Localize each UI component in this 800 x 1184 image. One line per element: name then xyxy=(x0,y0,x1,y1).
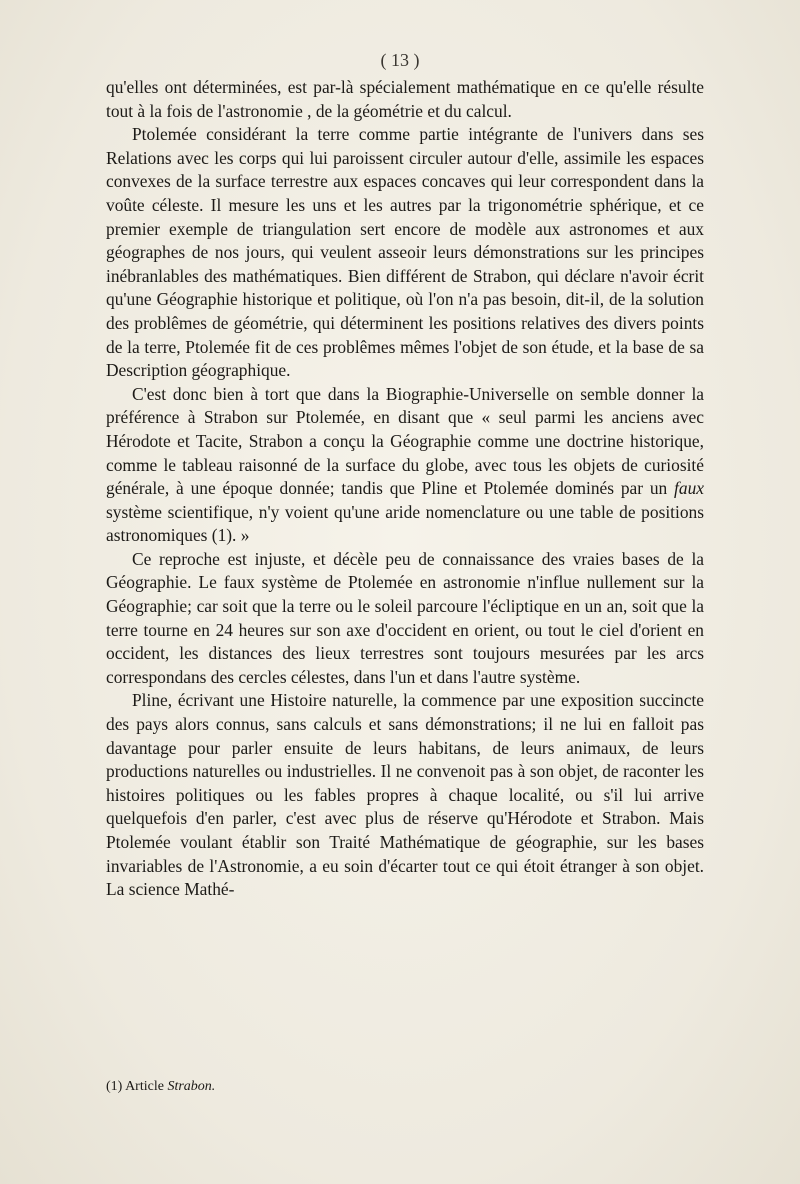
paragraph: Ce reproche est injuste, et décèle peu de connaissance des vraies bases de la Géographie. Le faux système de Ptolemée en astronomie n'influe nullement sur la Géographie; car soit que la terre ou le soleil parcoure l'écliptique en un an, soit que la terre tourne en 24 heures sur son axe d'occident en orient, ou tout le ciel d'orient en occident, les distances des lieux terrestres sont toujours mesurées par les arcs correspondans des cercles célestes, dans l'un et dans l'autre système. xyxy=(106,548,704,687)
footnote xyxy=(106,1078,704,1096)
paragraph-text: C'est donc bien à tort que dans la Biographie-Universelle on semble donner la préférence à Strabon sur Ptolemée, en disant que « seul parmi les anciens avec Hérodote et Tacite, Strabon a conçu la Géographie comme une doctrine historique, comme le tableau raisonné de la surface du globe, avec tous les objets de curiosité générale, à une époque donnée; tandis que Pline et Ptolemée dominés par un xyxy=(106,383,704,499)
paragraph-text: système scientifique, n'y voient qu'une aride nomenclature ou une table de positions astronomiques (1). » xyxy=(106,501,704,546)
paragraph: qu'elles ont déterminées, est par-là spécialement mathématique en ce qu'elle résulte tout à la fois de l'astronomie , de la géométrie et du calcul. xyxy=(106,77,704,121)
footnote-work: Strabon. xyxy=(167,1079,216,1094)
italic-word: faux xyxy=(674,478,704,499)
paragraph: Ptolemée considérant la terre comme partie intégrante de l'univers dans ses Relations avec les corps qui lui paroissent circuler autour d'elle, assimile les espaces convexes de la surface terrestre aux espaces concaves qui leur correspondent dans la voûte céleste. Il mesure les uns et les autres par la trigonométrie sphérique, et ce premier exemple de triangulation sert encore de modèle aux astronomes et aux géographes de nos jours, qui veulent asseoir leurs démonstrations sur les principes inébranlables des mathématiques. Bien différent de Strabon, qui déclare n'avoir écrit qu'une Géographie historique et politique, où l'on n'a pas besoin, dit-il, de la solution des problêmes de géométrie, qui déterminent les positions relatives des divers points de la terre, Ptolemée fit de ces problêmes mêmes l'objet de son étude, et la base de sa Description géographique. xyxy=(106,124,704,381)
footnote-label: Article xyxy=(125,1079,164,1094)
body-text xyxy=(106,76,704,902)
page-number: ( 13 ) xyxy=(380,50,420,70)
paragraph xyxy=(106,383,704,548)
footnote-marker: (1) xyxy=(106,1079,123,1094)
paragraph: Pline, écrivant une Histoire naturelle, la commence par une exposition succincte des pays alors connus, sans calculs et sans démonstrations; il ne lui en falloit pas davantage pour parler ensuite de leurs habitans, de leurs animaux, de leurs productions naturelles ou industrielles. Il ne convenoit pas à son objet, de raconter les histoires politiques ou les fables propres à chaque localité, ou s'il lui arrive quelquefois d'en parler, c'est avec plus de réserve qu'Hérodote et Strabon. Mais Ptolemée voulant établir son Traité Mathématique de géographie, sur les bases invariables de l'Astronomie, a eu soin d'écarter tout ce qui étoit étranger à son objet. La science Mathé- xyxy=(106,690,704,900)
